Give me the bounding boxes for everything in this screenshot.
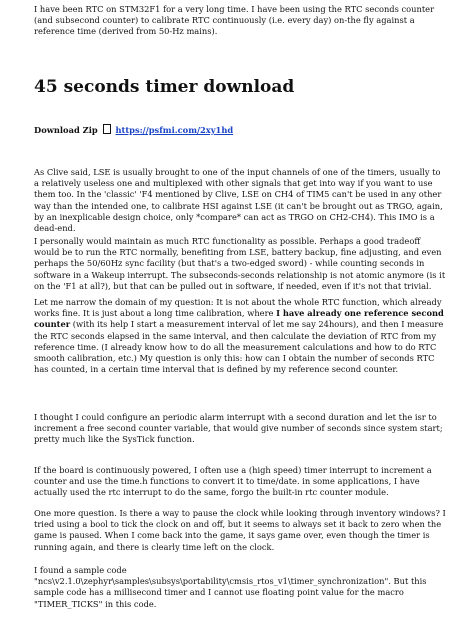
paragraph-pause-clock: One more question. Is there a way to pause the clock while looking through inventory windows? I tried using a bool to tick the clock on and off, but it seems to always set it back to zero when the game is paused. When I come back into the game, it says game over, even though the timer is running again, and there is clearly time left on the clock. [34,508,446,552]
paragraph-sample-code: I found a sample code "ncs\v2.1.0\zephyr\samples\subsys\portability\cmsis_rtos_v1\timer_synchronization". But this sample code has a millisecond timer and I cannot use floating point value for the macro "TIMER_TICKS" in this code. [34,565,427,609]
paragraph-lse: As Clive said, LSE is usually brought to one of the input channels of one of the timers, usually to a relatively useless one and multiplexed with other signals that get into way if you want to use them too. In the 'classic' 'F4 mentioned by Clive, LSE on CH4 of TIM5 can't be used in any other way than the intended one, to calibrate HSI against LSE (it can't be brought out as TRGO, again, by an inexplicable design choice, only *compare* can act as TRGO on CH2-CH4). This IMO is a dead-end. [34,167,443,234]
paragraph-narrow-domain [34,297,446,375]
download-label: Download Zip [34,125,98,135]
paragraph-rtc-functionality: I personally would maintain as much RTC functionality as possible. Perhaps a good tradeoff would be to run the RTC normally, benefiting from LSE, battery backup, fine adjusting, and even perhaps the 50/60Hz sync facility (but that's a two-edged sword) - while counting seconds in software in a Wakeup interrupt. The subseconds-seconds relationship is not atomic anymore (is it on the 'F1 at all?), but that can be pulled out in software, if needed, even if it's not that trivial. [34,236,446,291]
paragraph-board-powered: If the board is continuously powered, I often use a (high speed) timer interrupt to increment a counter and use the time.h functions to convert it to time/date. in some applications, I have actually used the rtc interrupt to do the same, forgo the built-in rtc counter module. [34,465,432,498]
download-line [34,124,446,136]
paragraph-text-end: (with its help I start a measurement interval of let me say 24hours), and then I measure the RTC seconds elapsed in the same interval, and then calculate the deviation of RTC from my reference time. (I already know how to do all the measurement calculations and how to do RTC smooth calibration, etc.) My question is only this: how can I obtain the number of seconds RTC has counted, in a certain time interval that is defined by my reference second counter. [34,319,444,375]
paragraph-text-start: Let me narrow the domain of my question: It is not about the whole RTC function, which already works fine. It is just about a long time calibration, where [34,297,442,319]
paragraph-alarm-interrupt: I thought I could configure an periodic alarm interrupt with a second duration and let the isr to increment a free second counter variable, that would give number of seconds since system start; pretty much like the SysTick function. [34,412,443,445]
download-glyph-icon [103,124,111,134]
page-title: 45 seconds timer download [34,77,295,97]
paragraph-bold-phrase: I have already one reference second counter [34,308,444,330]
intro-paragraph: I have been RTC on STM32F1 for a very long time. I have been using the RTC seconds counter (and subsecond counter) to calibrate RTC continuously (i.e. every day) on-the fly against a reference time (derived from 50-Hz mains). [34,4,435,37]
download-link[interactable]: https://psfmi.com/2xy1hd [115,125,234,135]
